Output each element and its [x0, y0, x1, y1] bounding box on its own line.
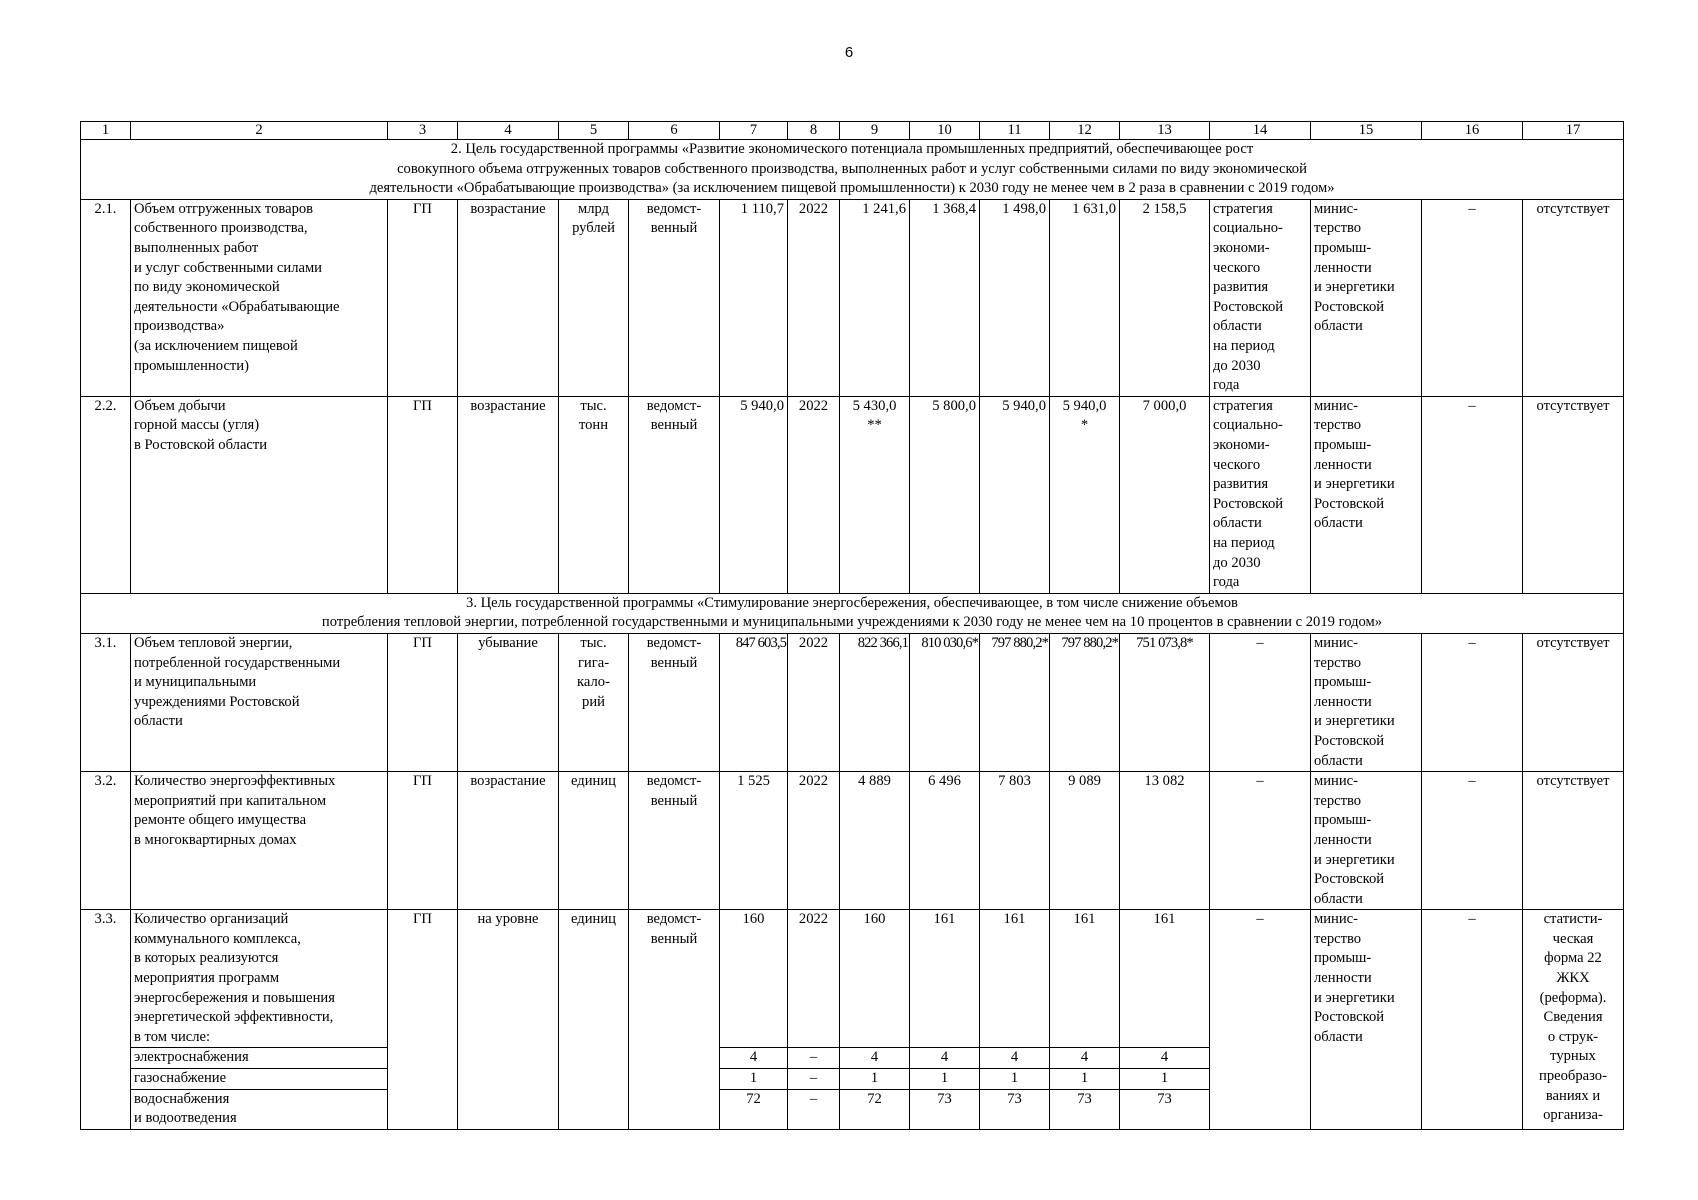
base-value: 5 940,0 [720, 396, 788, 593]
value-col-12: 161 [1050, 910, 1120, 1048]
value-col-12: 1 631,0 [1050, 199, 1120, 396]
header-cell: 10 [910, 122, 980, 140]
value-col-9: 822 366,1 [840, 633, 910, 771]
col-16: – [1422, 199, 1523, 396]
sub-value-col-11: 1 [980, 1069, 1050, 1090]
goal-3-line: 3. Цель государственной программы «Стимулирование энергосбережения, обеспечивающее, в том числе снижение объемов [466, 594, 1238, 611]
sub-value-col-11: 4 [980, 1048, 1050, 1069]
value-col-9: 4 889 [840, 772, 910, 910]
row-number: 3.2. [81, 772, 131, 910]
header-cell: 9 [840, 122, 910, 140]
header-cell: 5 [559, 122, 629, 140]
header-row [81, 122, 1624, 140]
goal-2-line: 2. Цель государственной программы «Развитие экономического потенциала промышленных предприятий, обеспечивающее рост [450, 141, 1254, 157]
value-col-12: 797 880,2* [1050, 633, 1120, 771]
sub-indicator-name: водоснабжения и водоотведения [131, 1089, 388, 1129]
goal-2-heading [81, 140, 1624, 200]
header-cell: 15 [1311, 122, 1422, 140]
indicator-type: ведомст- венный [629, 396, 720, 593]
base-value: 847 603,5 [720, 633, 788, 771]
value-col-11: 797 880,2* [980, 633, 1050, 771]
indicator-direction: возрастание [458, 772, 559, 910]
goal-2-line: деятельности «Обрабатывающие производства» (за исключением пищевой промышленности) к 2030 году не менее чем в 2 раза в сравнении с 2019 годом» [369, 180, 1335, 197]
col-17: отсутствует [1523, 633, 1624, 771]
base-year: 2022 [788, 910, 840, 1048]
sub-value-col-12: 73 [1050, 1089, 1120, 1129]
sub-value-col-10: 73 [910, 1089, 980, 1129]
sub-value-col-9: 1 [840, 1069, 910, 1090]
responsible-body: минис- терство промыш- ленности и энергетики Ростовской области [1311, 633, 1422, 771]
document-basis: стратегия социально- экономи- ческого развития Ростовской области на период до 2030 года [1210, 199, 1311, 396]
sub-value-col-9: 4 [840, 1048, 910, 1069]
indicator-level: ГП [388, 772, 458, 910]
header-cell: 7 [720, 122, 788, 140]
base-value: 1 525 [720, 772, 788, 910]
value-col-11: 5 940,0 [980, 396, 1050, 593]
col-16: – [1422, 910, 1523, 1130]
page-number: 6 [844, 44, 854, 61]
indicator-direction: возрастание [458, 396, 559, 593]
header-cell: 13 [1120, 122, 1210, 140]
goal-row [81, 140, 1624, 200]
document-basis: стратегия социально- экономи- ческого развития Ростовской области на период до 2030 года [1210, 396, 1311, 593]
base-year: 2022 [788, 772, 840, 910]
responsible-body: минис- терство промыш- ленности и энергетики Ростовской области [1311, 772, 1422, 910]
indicator-type: ведомст- венный [629, 910, 720, 1130]
sub-base-value: 1 [720, 1069, 788, 1090]
header-cell: 6 [629, 122, 720, 140]
indicator-name: Объем отгруженных товаров собственного производства, выполненных работ и услуг собственными силами по виду экономической деятельности «Обрабатывающие производства» (за исключением пищевой промышленности) [131, 199, 388, 396]
indicator-name: Объем тепловой энергии, потребленной государственными и муниципальными учреждениями Ростовской области [131, 633, 388, 771]
col-17: отсутствует [1523, 199, 1624, 396]
sub-base-year: – [788, 1069, 840, 1090]
responsible-body: минис- терство промыш- ленности и энергетики Ростовской области [1311, 199, 1422, 396]
value-col-9: 5 430,0 ** [840, 396, 910, 593]
header-cell: 14 [1210, 122, 1311, 140]
indicators-table [80, 121, 1624, 1130]
indicator-level: ГП [388, 199, 458, 396]
value-col-13: 2 158,5 [1120, 199, 1210, 396]
value-col-11: 161 [980, 910, 1050, 1048]
value-col-9: 1 241,6 [840, 199, 910, 396]
sub-base-value: 72 [720, 1089, 788, 1129]
sub-value-col-11: 73 [980, 1089, 1050, 1129]
sub-base-value: 4 [720, 1048, 788, 1069]
base-year: 2022 [788, 199, 840, 396]
base-year: 2022 [788, 396, 840, 593]
header-cell: 3 [388, 122, 458, 140]
goal-3-line: потребления тепловой энергии, потребленной государственными и муниципальными учреждениями к 2030 году не менее чем на 10 процентов в сравнении с 2019 годом» [321, 614, 1383, 631]
sub-base-year: – [788, 1048, 840, 1069]
indicator-direction: на уровне [458, 910, 559, 1130]
col-16: – [1422, 633, 1523, 771]
col-16: – [1422, 772, 1523, 910]
indicator-unit: тыс. тонн [559, 396, 629, 593]
indicator-level: ГП [388, 910, 458, 1130]
base-value: 1 110,7 [720, 199, 788, 396]
value-col-13: 751 073,8* [1120, 633, 1210, 771]
row-number: 3.3. [81, 910, 131, 1130]
sub-value-col-12: 1 [1050, 1069, 1120, 1090]
indicator-type: ведомст- венный [629, 772, 720, 910]
sub-indicator-name: газоснабжение [131, 1069, 388, 1090]
value-col-11: 1 498,0 [980, 199, 1050, 396]
header-cell: 2 [131, 122, 388, 140]
indicator-name: Объем добычи горной массы (угля) в Ростовской области [131, 396, 388, 593]
indicator-unit: тыс. гига- кало- рий [559, 633, 629, 771]
base-value: 160 [720, 910, 788, 1048]
value-col-10: 161 [910, 910, 980, 1048]
header-cell: 11 [980, 122, 1050, 140]
header-cell: 17 [1523, 122, 1624, 140]
row-number: 3.1. [81, 633, 131, 771]
document-basis: – [1210, 910, 1311, 1130]
value-col-10: 1 368,4 [910, 199, 980, 396]
indicator-level: ГП [388, 633, 458, 771]
header-cell: 4 [458, 122, 559, 140]
value-col-12: 5 940,0 * [1050, 396, 1120, 593]
indicator-type: ведомст- венный [629, 633, 720, 771]
sub-base-year: – [788, 1089, 840, 1129]
header-cell: 12 [1050, 122, 1120, 140]
base-year: 2022 [788, 633, 840, 771]
row-number: 2.2. [81, 396, 131, 593]
sub-value-col-13: 73 [1120, 1089, 1210, 1129]
indicator-type: ведомст- венный [629, 199, 720, 396]
sub-value-col-10: 4 [910, 1048, 980, 1069]
sub-indicator-name: электроснабжения [131, 1048, 388, 1069]
sub-value-col-12: 4 [1050, 1048, 1120, 1069]
table-row [81, 199, 1624, 396]
col-17: отсутствует [1523, 396, 1624, 593]
sub-value-col-9: 72 [840, 1089, 910, 1129]
header-cell: 16 [1422, 122, 1523, 140]
indicator-unit: единиц [559, 772, 629, 910]
goal-2-line: совокупного объема отгруженных товаров собственного производства, выполненных работ и услуг собственными силами по виду экономической [397, 160, 1307, 177]
value-col-13: 7 000,0 [1120, 396, 1210, 593]
indicator-direction: возрастание [458, 199, 559, 396]
sub-value-col-10: 1 [910, 1069, 980, 1090]
sub-value-col-13: 4 [1120, 1048, 1210, 1069]
sub-value-col-13: 1 [1120, 1069, 1210, 1090]
value-col-13: 161 [1120, 910, 1210, 1048]
header-cell: 1 [81, 122, 131, 140]
indicator-unit: млрд рублей [559, 199, 629, 396]
table-row [81, 772, 1624, 910]
indicator-name: Количество энергоэффективных мероприятий при капитальном ремонте общего имущества в многоквартирных домах [131, 772, 388, 910]
indicator-level: ГП [388, 396, 458, 593]
header-cell: 8 [788, 122, 840, 140]
document-basis: – [1210, 633, 1311, 771]
goal-3-heading [81, 593, 1624, 633]
table-row [81, 910, 1624, 1048]
indicator-direction: убывание [458, 633, 559, 771]
col-17: отсутствует [1523, 772, 1624, 910]
document-basis: – [1210, 772, 1311, 910]
row-number: 2.1. [81, 199, 131, 396]
value-col-9: 160 [840, 910, 910, 1048]
responsible-body: минис- терство промыш- ленности и энергетики Ростовской области [1311, 396, 1422, 593]
responsible-body: минис- терство промыш- ленности и энергетики Ростовской области [1311, 910, 1422, 1130]
table-row [81, 633, 1624, 771]
value-col-10: 6 496 [910, 772, 980, 910]
value-col-11: 7 803 [980, 772, 1050, 910]
value-col-10: 5 800,0 [910, 396, 980, 593]
value-col-13: 13 082 [1120, 772, 1210, 910]
indicator-name: Количество организаций коммунального комплекса, в которых реализуются мероприятия программ энергосбережения и повышения энергетической эффективности, в том числе: [131, 910, 388, 1048]
value-col-12: 9 089 [1050, 772, 1120, 910]
goal-row [81, 593, 1624, 633]
value-col-10: 810 030,6* [910, 633, 980, 771]
col-17: статисти- ческая форма 22 ЖКХ (реформа). Сведения о струк- турных преобразо- ваниях и организа- [1523, 910, 1624, 1130]
col-16: – [1422, 396, 1523, 593]
indicator-unit: единиц [559, 910, 629, 1130]
table-row [81, 396, 1624, 593]
